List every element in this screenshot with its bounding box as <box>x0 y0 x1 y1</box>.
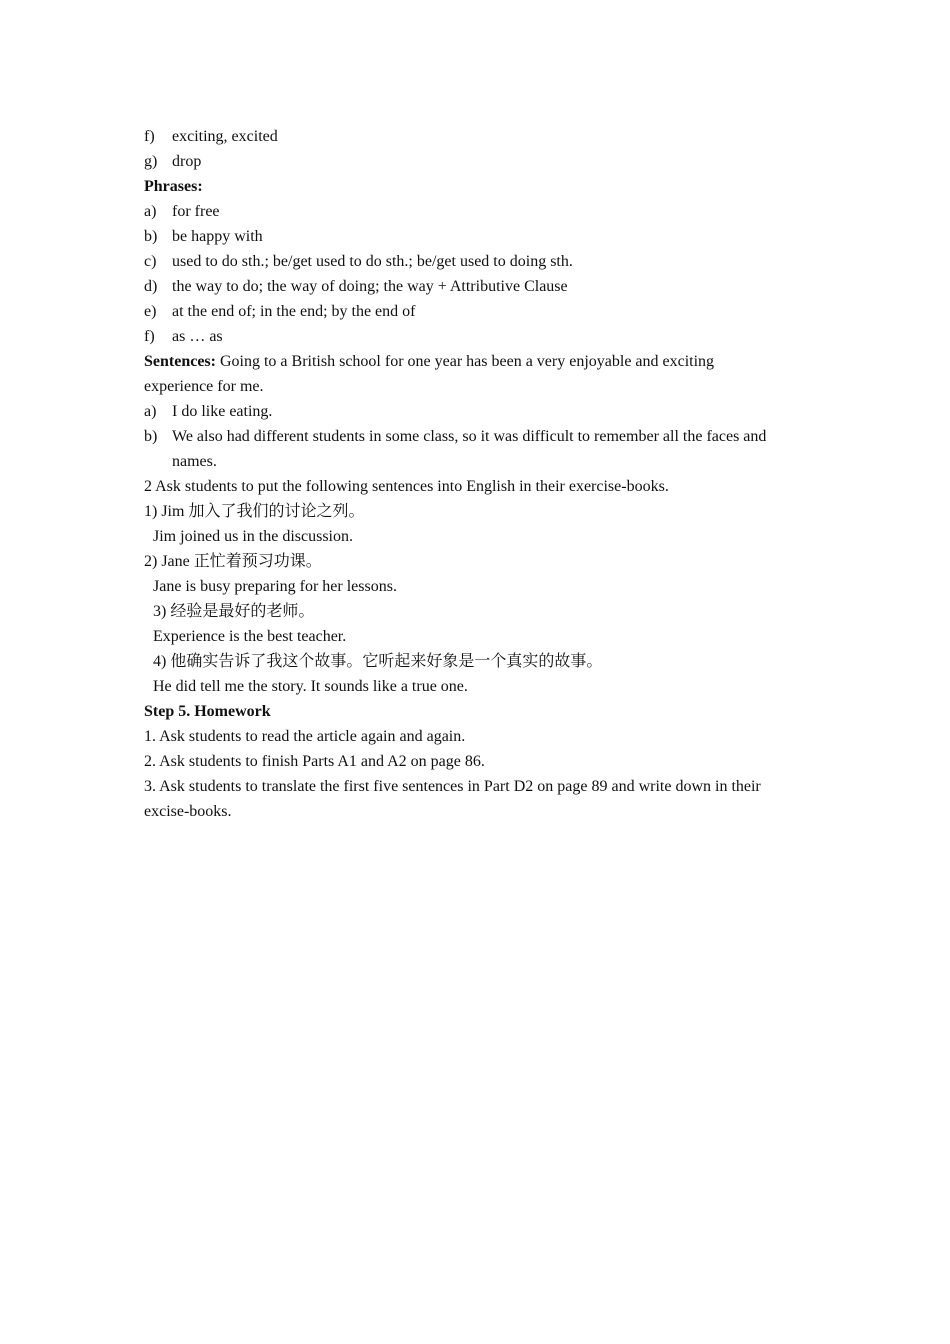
sentences-intro <box>144 349 804 374</box>
item-label: b) <box>144 228 158 245</box>
homework-item-2: 2. Ask students to finish Parts A1 and A2 on page 86. <box>144 753 485 770</box>
translation-1-english: Jim joined us in the discussion. <box>153 528 353 545</box>
item-text: exciting, excited <box>172 128 278 145</box>
task-2-instruction: 2 Ask students to put the following sentences into English in their exercise-books. <box>144 478 669 495</box>
sentences-heading: Sentences: <box>144 353 216 370</box>
item-label: a) <box>144 403 157 420</box>
phrase-item-a <box>144 199 804 224</box>
sentence-item-b <box>144 424 804 449</box>
item-text: drop <box>172 153 202 170</box>
phrase-item-b <box>144 224 804 249</box>
translation-4-chinese: 4) 他确实告诉了我这个故事。它听起来好象是一个真实的故事。 <box>153 653 603 670</box>
vocab-item-f <box>144 124 804 149</box>
item-label: e) <box>144 303 157 320</box>
item-text: be happy with <box>172 228 263 245</box>
item-text: used to do sth.; be/get used to do sth.; be/get used to doing sth. <box>172 253 573 270</box>
sentence-item-a <box>144 399 804 424</box>
translation-3-english: Experience is the best teacher. <box>153 628 347 645</box>
vocab-item-g <box>144 149 804 174</box>
phrase-item-c <box>144 249 804 274</box>
item-label: c) <box>144 253 157 270</box>
translation-2-english: Jane is busy preparing for her lessons. <box>153 578 397 595</box>
phrase-item-d <box>144 274 804 299</box>
item-text: We also had different students in some class, so it was difficult to remember all the faces and <box>172 428 767 445</box>
translation-4-english: He did tell me the story. It sounds like a true one. <box>153 678 468 695</box>
sentences-intro-text: Going to a British school for one year has been a very enjoyable and exciting <box>219 353 715 370</box>
item-text: at the end of; in the end; by the end of <box>172 303 416 320</box>
homework-item-3-continued: excise-books. <box>144 803 232 820</box>
document-page <box>144 124 804 824</box>
item-text: I do like eating. <box>172 403 273 420</box>
step-5-heading: Step 5. Homework <box>144 703 271 720</box>
homework-item-3: 3. Ask students to translate the first five sentences in Part D2 on page 89 and write down in their <box>144 778 761 795</box>
translation-1-chinese: 1) Jim 加入了我们的讨论之列。 <box>144 503 365 520</box>
sentence-item-b-continued: names. <box>172 453 217 470</box>
item-text: the way to do; the way of doing; the way + Attributive Clause <box>172 278 568 295</box>
phrase-item-e <box>144 299 804 324</box>
item-label: g) <box>144 153 158 170</box>
phrase-item-f <box>144 324 804 349</box>
item-label: f) <box>144 128 155 145</box>
translation-2-chinese: 2) Jane 正忙着预习功课。 <box>144 553 322 570</box>
item-label: f) <box>144 328 155 345</box>
phrases-heading: Phrases: <box>144 178 203 195</box>
sentences-intro-continued: experience for me. <box>144 378 264 395</box>
translation-3-chinese: 3) 经验是最好的老师。 <box>153 603 315 620</box>
item-label: d) <box>144 278 158 295</box>
item-text: for free <box>172 203 220 220</box>
homework-item-1: 1. Ask students to read the article again and again. <box>144 728 466 745</box>
item-label: a) <box>144 203 157 220</box>
item-label: b) <box>144 428 158 445</box>
item-text: as … as <box>172 328 223 345</box>
